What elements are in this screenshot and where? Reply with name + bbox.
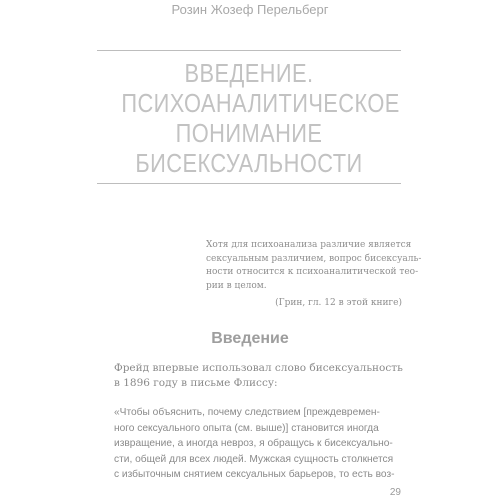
page-number: 29 (389, 487, 401, 498)
chapter-title-line: ВВЕДЕНИЕ. (184, 58, 314, 88)
running-head: Розин Жозеф Перельберг (171, 2, 329, 17)
quote-line: ного сексуального опыта (см. выше)] становится иногда (114, 422, 379, 434)
epigraph-line: рии в целом. (206, 280, 267, 291)
chapter-title-line: ПОНИМАНИЕ (175, 118, 323, 148)
title-bottom-rule (97, 183, 401, 184)
quote-line: извращение, а иногда невроз, я обращусь к бисексуально- (114, 438, 393, 449)
epigraph (206, 239, 422, 311)
body-line: Фрейд впервые использовал слово бисексуальность (114, 362, 403, 374)
epigraph-line: ности относится к психоаналитической тео- (206, 267, 419, 277)
quote-line: с избыточным снятием сексуальных барьеров, то есть воз- (114, 469, 395, 480)
chapter-title-line: БИСЕКСУАЛЬНОСТИ (135, 148, 363, 178)
title-top-rule (97, 50, 401, 51)
chapter-title-line: ПСИХОАНАЛИТИЧЕСКОЕ (121, 88, 400, 118)
epigraph-source: (Грин, гл. 12 в этой книге) (275, 298, 402, 308)
epigraph-line: сексуальным различием, вопрос бисексуаль- (206, 253, 422, 264)
block-quote (114, 405, 400, 483)
quote-line: «Чтобы объяснить, почему следствием [преждевремен- (114, 407, 380, 418)
body-line: в 1896 году в письме Флиссу: (114, 377, 278, 389)
chapter-title (121, 58, 400, 178)
quote-line: сти, общей для всех людей. Мужская сущность столкнется (114, 453, 394, 465)
body-paragraph (114, 361, 403, 391)
section-heading: Введение (211, 330, 289, 347)
epigraph-line: Хотя для психоанализа различие является (206, 240, 412, 250)
